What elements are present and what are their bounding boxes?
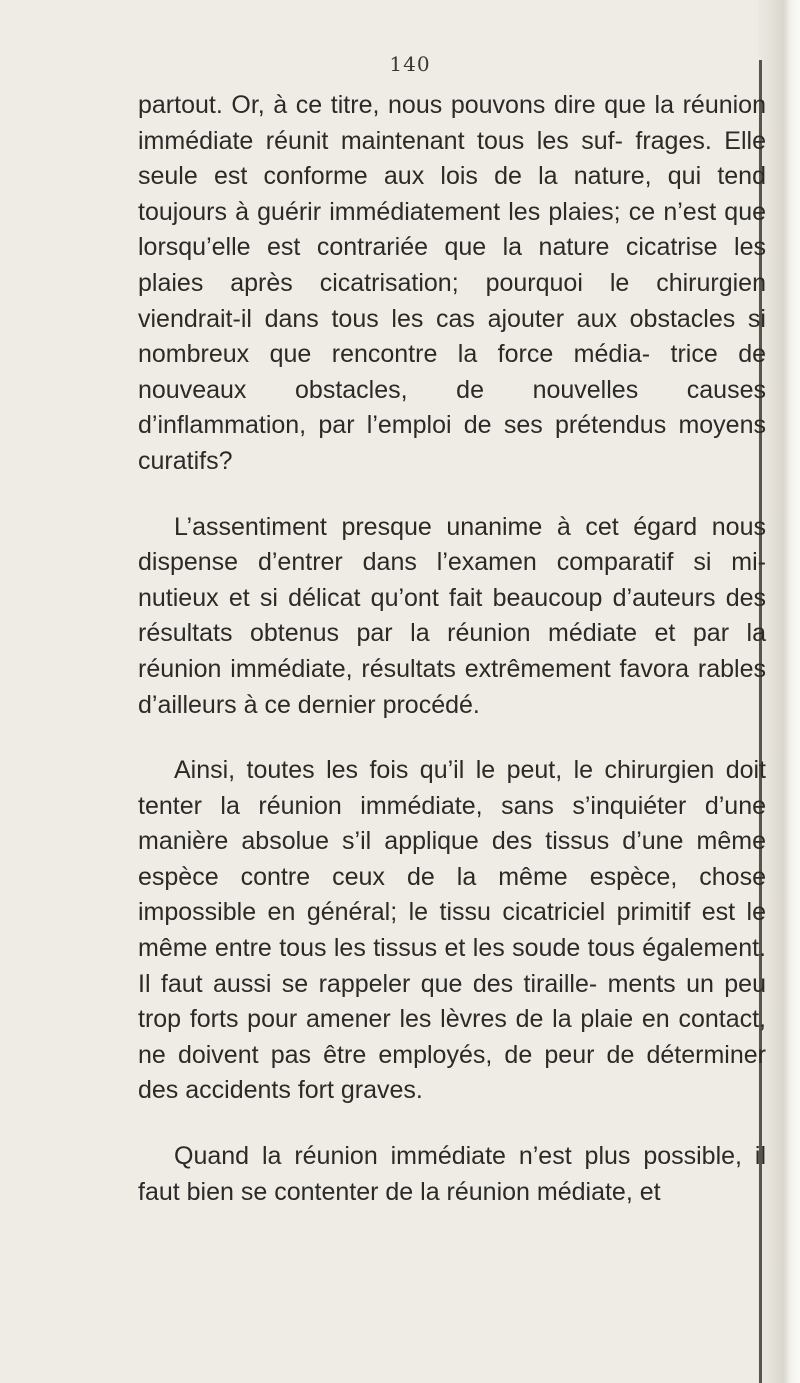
paragraph-2: L’assentiment presque unanime à cet égard nous dispense d’entrer dans l’examen comparatif si mi- nutieux et si délicat qu’ont fait beaucoup d’auteurs des résultats obtenus par la réunion médiate et par la réunion immédiate, résultats extrêmement favora rables d’ailleurs à ce dernier procédé. <box>138 512 766 719</box>
paragraph-4: Quand la réunion immédiate n’est plus possible, il faut bien se contenter de la réunion médiate, et <box>138 1142 766 1206</box>
body-text <box>138 88 766 1210</box>
page-number: 140 <box>389 52 431 76</box>
paragraph-1: partout. Or, à ce titre, nous pouvons dire que la réunion immédiate réunit maintenant tous les suf- frages. Elle seule est conforme aux lois de la nature, qui tend toujours à guérir immédiatement les plaies; ce n’est que lorsqu’elle est contrariée que la nature cicatrise les plaies après cicatrisation; pourquoi le chirurgien viendrait-il dans tous les cas ajouter aux obstacles si nombreux que rencontre la force média- trice de nouveaux obstacles, de nouvelles causes d’inflammation, par l’emploi de ses prétendus moyens curatifs? <box>138 91 766 475</box>
paragraph-3: Ainsi, toutes les fois qu’il le peut, le chirurgien doit tenter la réunion immédiate, sans s’inquiéter d’une manière absolue s’il applique des tissus d’une même espèce contre ceux de la même espèce, chose impossible en général; le tissu cicatriciel primitif est le même entre tous les tissus et les soude tous également. Il faut aussi se rappeler que des tiraille- ments un peu trop forts pour amener les lèvres de la plaie en contact, ne doivent pas être employés, de peur de déterminer des accidents fort graves. <box>138 756 766 1105</box>
